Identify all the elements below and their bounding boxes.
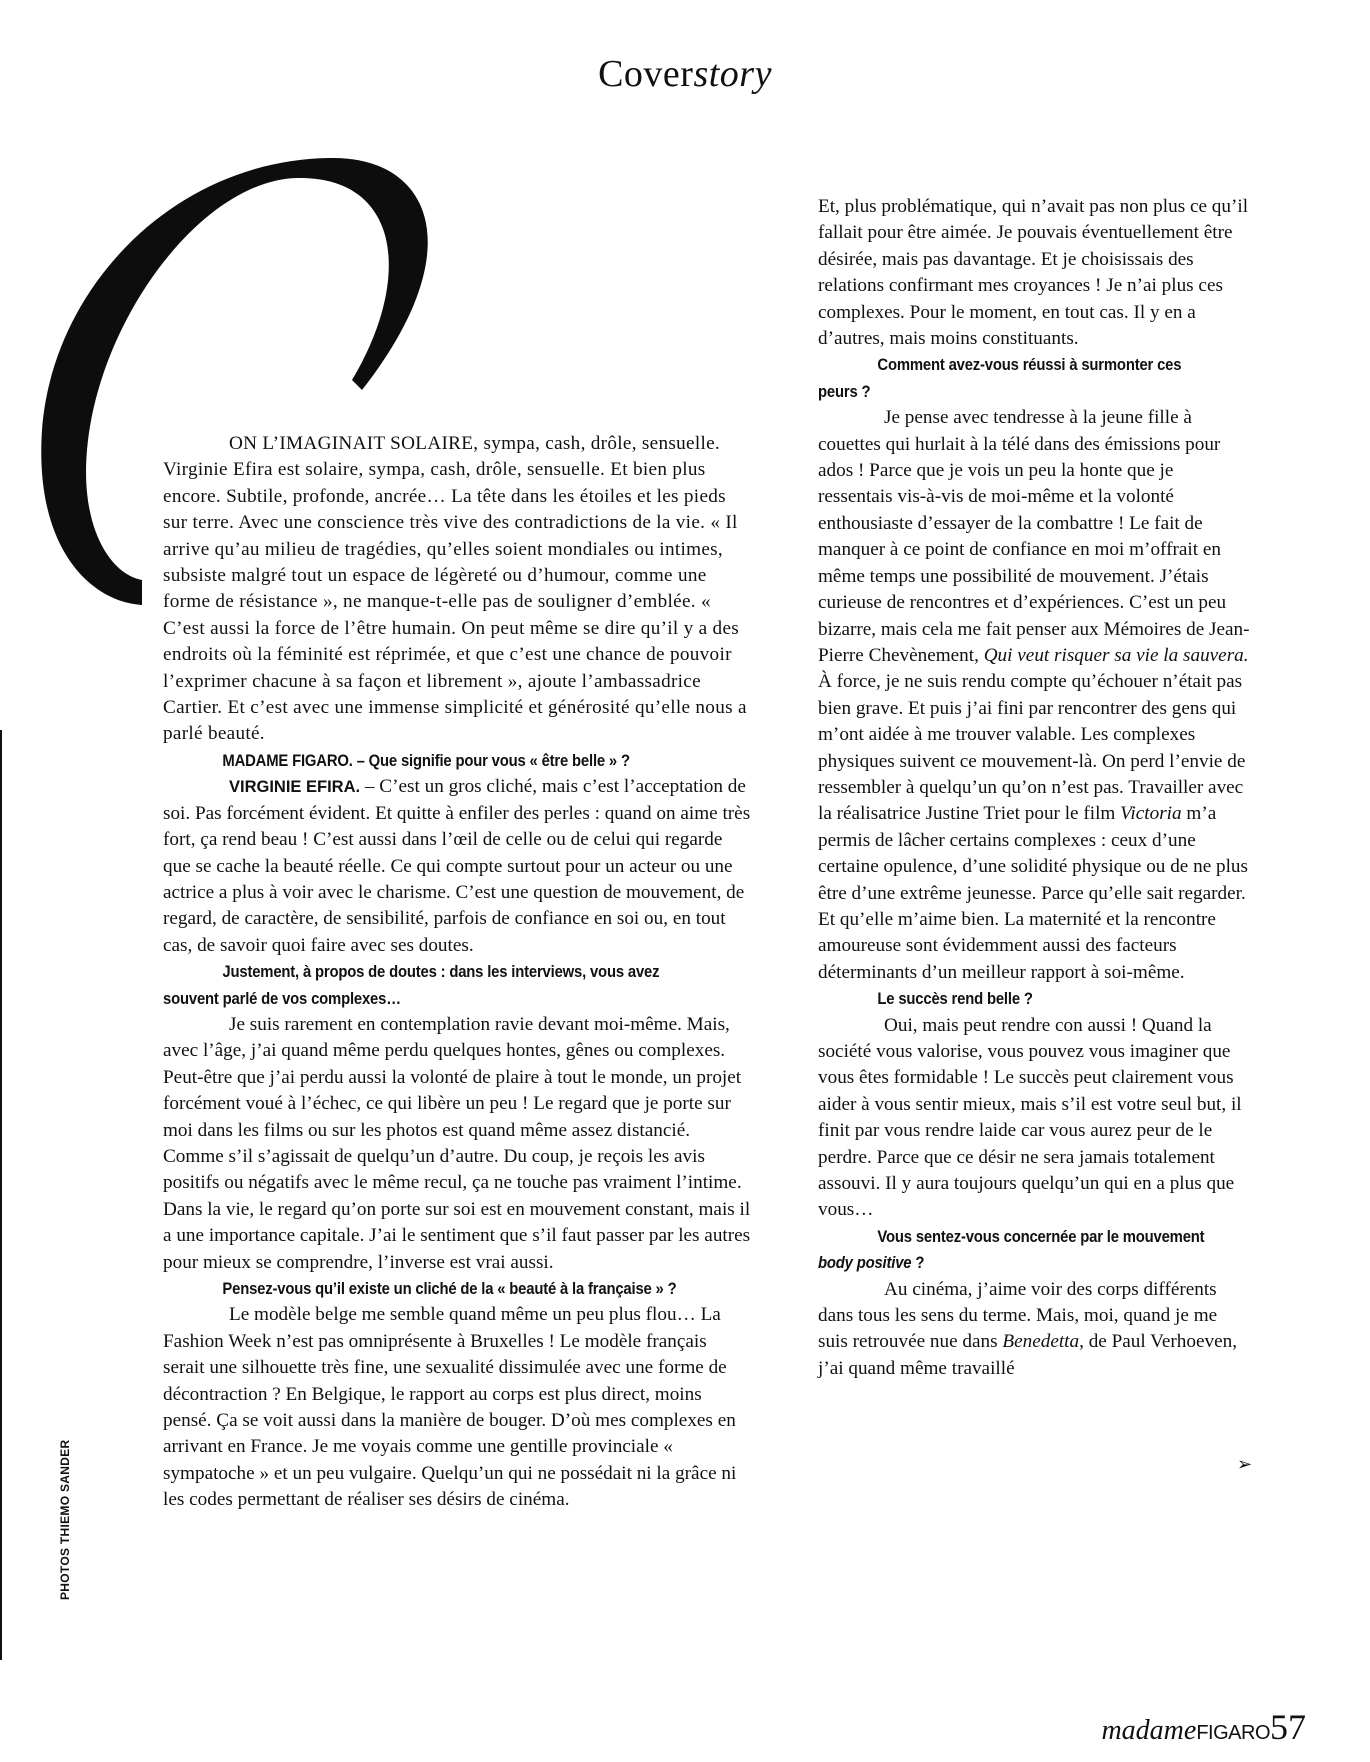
article-lead: ON L’IMAGINAIT SOLAIRE, sympa, cash, drôle, sensuelle. Virginie Efira est solaire, sympa, cash, drôle, sensuelle. Et bien plus encore. Subtile, profonde, ancrée… La tête dans les étoiles et les pieds sur terre. Avec une conscience très vive des contradictions de la vie. « Il arrive qu’au milieu de tragédies, qu’elles soient mondiales ou intimes, subsiste malgré tout un espace de légèreté ou d’humour, comme une forme de résistance », ne manque-t-elle pas de souligner d’emblée. « C’est aussi la force de l’être humain. On peut même se dire qu’il y a des endroits où la féminité est réprimée, et que c’est une chance de pouvoir l’exprimer chacune à sa façon et librement », ajoute l’ambassadrice Cartier. Et c’est avec une immense simplicité et générosité qu’elle nous a parlé beauté.	[163, 433, 747, 745]
interview-question: Vous sentez-vous concernée par le mouvement body positive ?	[818, 1227, 1205, 1273]
article-right-column	[818, 194, 1250, 1382]
footer-magazine: madame	[1101, 1715, 1197, 1746]
photo-credit: PHOTOS THIEMO SANDER	[58, 1439, 72, 1600]
page-edge-rule	[0, 730, 2, 1660]
page-footer	[1101, 1706, 1306, 1748]
interview-question: Pensez-vous qu’il existe un cliché de la « beauté à la française » ?	[222, 1280, 677, 1298]
interview-answer: Je pense avec tendresse à la jeune fille à couettes qui hurlait à la télé dans des émissions pour ados ! Parce que je vois un peu la honte que je ressentais vis-à-vis de moi-même et la volonté enthousiaste d’essayer de la combattre ! Le fait de manquer à ce point de confiance en moi m’offrait en même temps une possibilité de mouvement. J’étais curieuse de rencontres et d’expériences. C’est un peu bizarre, mais cela me fait penser aux Mémoires de Jean-Pierre Chevènement, Qui veut risquer sa vie la sauvera. À force, je ne suis rendu compte qu’échouer n’était pas bien grave. Et puis j’ai fini par rencontrer des gens qui m’ont aidée à me trouver valable. Les complexes physiques suivent ce mouvement-là. On perd l’envie de ressembler à quelqu’un qu’on n’est pas. Travailler avec la réalisatrice Justine Triet pour le film Victoria m’a permis de lâcher certains complexes : ceux d’une certaine opulence, d’une solidité physique ou de ne plus être d’une extrême jeunesse. Parce qu’elle sait regarder. Et qu’elle m’aime bien. La maternité et la rencontre amoureuse sont évidemment aussi des facteurs déterminants d’un meilleur rapport à soi-même.	[818, 407, 1250, 983]
interview-question: MADAME FIGARO. – Que signifie pour vous « être belle » ?	[222, 751, 630, 770]
header-story: story	[693, 53, 772, 95]
arrow-right-icon: ➢	[1237, 1454, 1253, 1474]
interview-answer: Je suis rarement en contemplation ravie devant moi-même. Mais, avec l’âge, j’ai quand même perdu quelques hontes, gênes ou complexes. Peut-être que j’ai perdu aussi la volonté de plaire à tout le monde, un projet forcément voué à l’échec, ce qui libère un peu ! Le regard que je porte sur moi dans les films ou sur les photos est quand même assez distancié. Comme s’il s’agissait de quelqu’un d’autre. Du coup, je reçois les avis positifs ou négatifs avec le même recul, ça ne touche pas vraiment l’intime. Dans la vie, le regard qu’on porte sur soi est en mouvement constant, mais il a une importance capitale. J’ai le sentiment que s’il faut passer par les autres pour mieux se comprendre, l’inverse est vrai aussi.	[163, 1013, 751, 1273]
header-cover: Cover	[598, 53, 694, 95]
page-number: 57	[1270, 1707, 1306, 1747]
interview-question: Justement, à propos de doutes : dans les interviews, vous avez souvent parlé de vos complexes…	[163, 963, 660, 1008]
interview-answer: Le modèle belge me semble quand même un peu plus flou… La Fashion Week n’est pas omniprésente à Bruxelles ! Le modèle français serait une silhouette très fine, une sexualité dissimulée avec une forme de décontraction ? En Belgique, le rapport au corps est plus direct, moins pensé. Ça se voit aussi dans la manière de bouger. D’où mes complexes en arrivant en France. Je me voyais comme une gentille provinciale « sympatoche » et un peu vulgaire. Quelqu’un qui ne possédait ni la grâce ni les codes permettant de réaliser ses désirs de cinéma.	[163, 1304, 737, 1511]
interview-answer: Et, plus problématique, qui n’avait pas non plus ce qu’il fallait pour être aimée. Je pouvais éventuellement être désirée, mais pas davantage. Et je choisissais des relations confirmant mes croyances ! Je n’ai plus ces complexes. Pour le moment, en tout cas. Il y en a d’autres, mais moins constituants.	[818, 196, 1249, 350]
interview-answer: Au cinéma, j’aime voir des corps différents dans tous les sens du terme. Mais, moi, quand je me suis retrouvée nue dans Benedetta, de Paul Verhoeven, j’ai quand même travaillé	[818, 1278, 1237, 1379]
interview-question: Le succès rend belle ?	[877, 990, 1033, 1009]
interview-answer: Oui, mais peut rendre con aussi ! Quand la société vous valorise, vous pouvez vous imaginer que vous êtes formidable ! Le succès peut clairement vous aider à vous sentir mieux, mais s’il est votre seul but, il finit par vous rendre laide car vous aurez peur de le perdre. Parce que ce désir ne sera jamais totalement assouvi. Il y aura toujours quelqu’un qui en a plus que vous…	[818, 1014, 1242, 1221]
footer-brand: FIGARO	[1196, 1722, 1270, 1744]
section-header	[0, 52, 1370, 96]
interview-answer: VIRGINIE EFIRA. – C’est un gros cliché, mais c’est l’acceptation de soi. Pas forcément évident. Et quitte à enfiler des perles : quand on aime très fort, ça rend beau ! C’est aussi dans l’œil de celle ou de celui qui regarde que se cache la beauté réelle. Ce qui compte surtout pour un acteur ou une actrice a plus à voir avec le charisme. C’est une question de mouvement, de regard, de caractère, de sensibilité, parfois de confiance en soi ou, en tout cas, de savoir quoi faire avec ses doutes.	[163, 776, 751, 956]
interview-question: Comment avez-vous réussi à surmonter ces peurs ?	[818, 356, 1182, 401]
article-left-column	[163, 431, 753, 1514]
